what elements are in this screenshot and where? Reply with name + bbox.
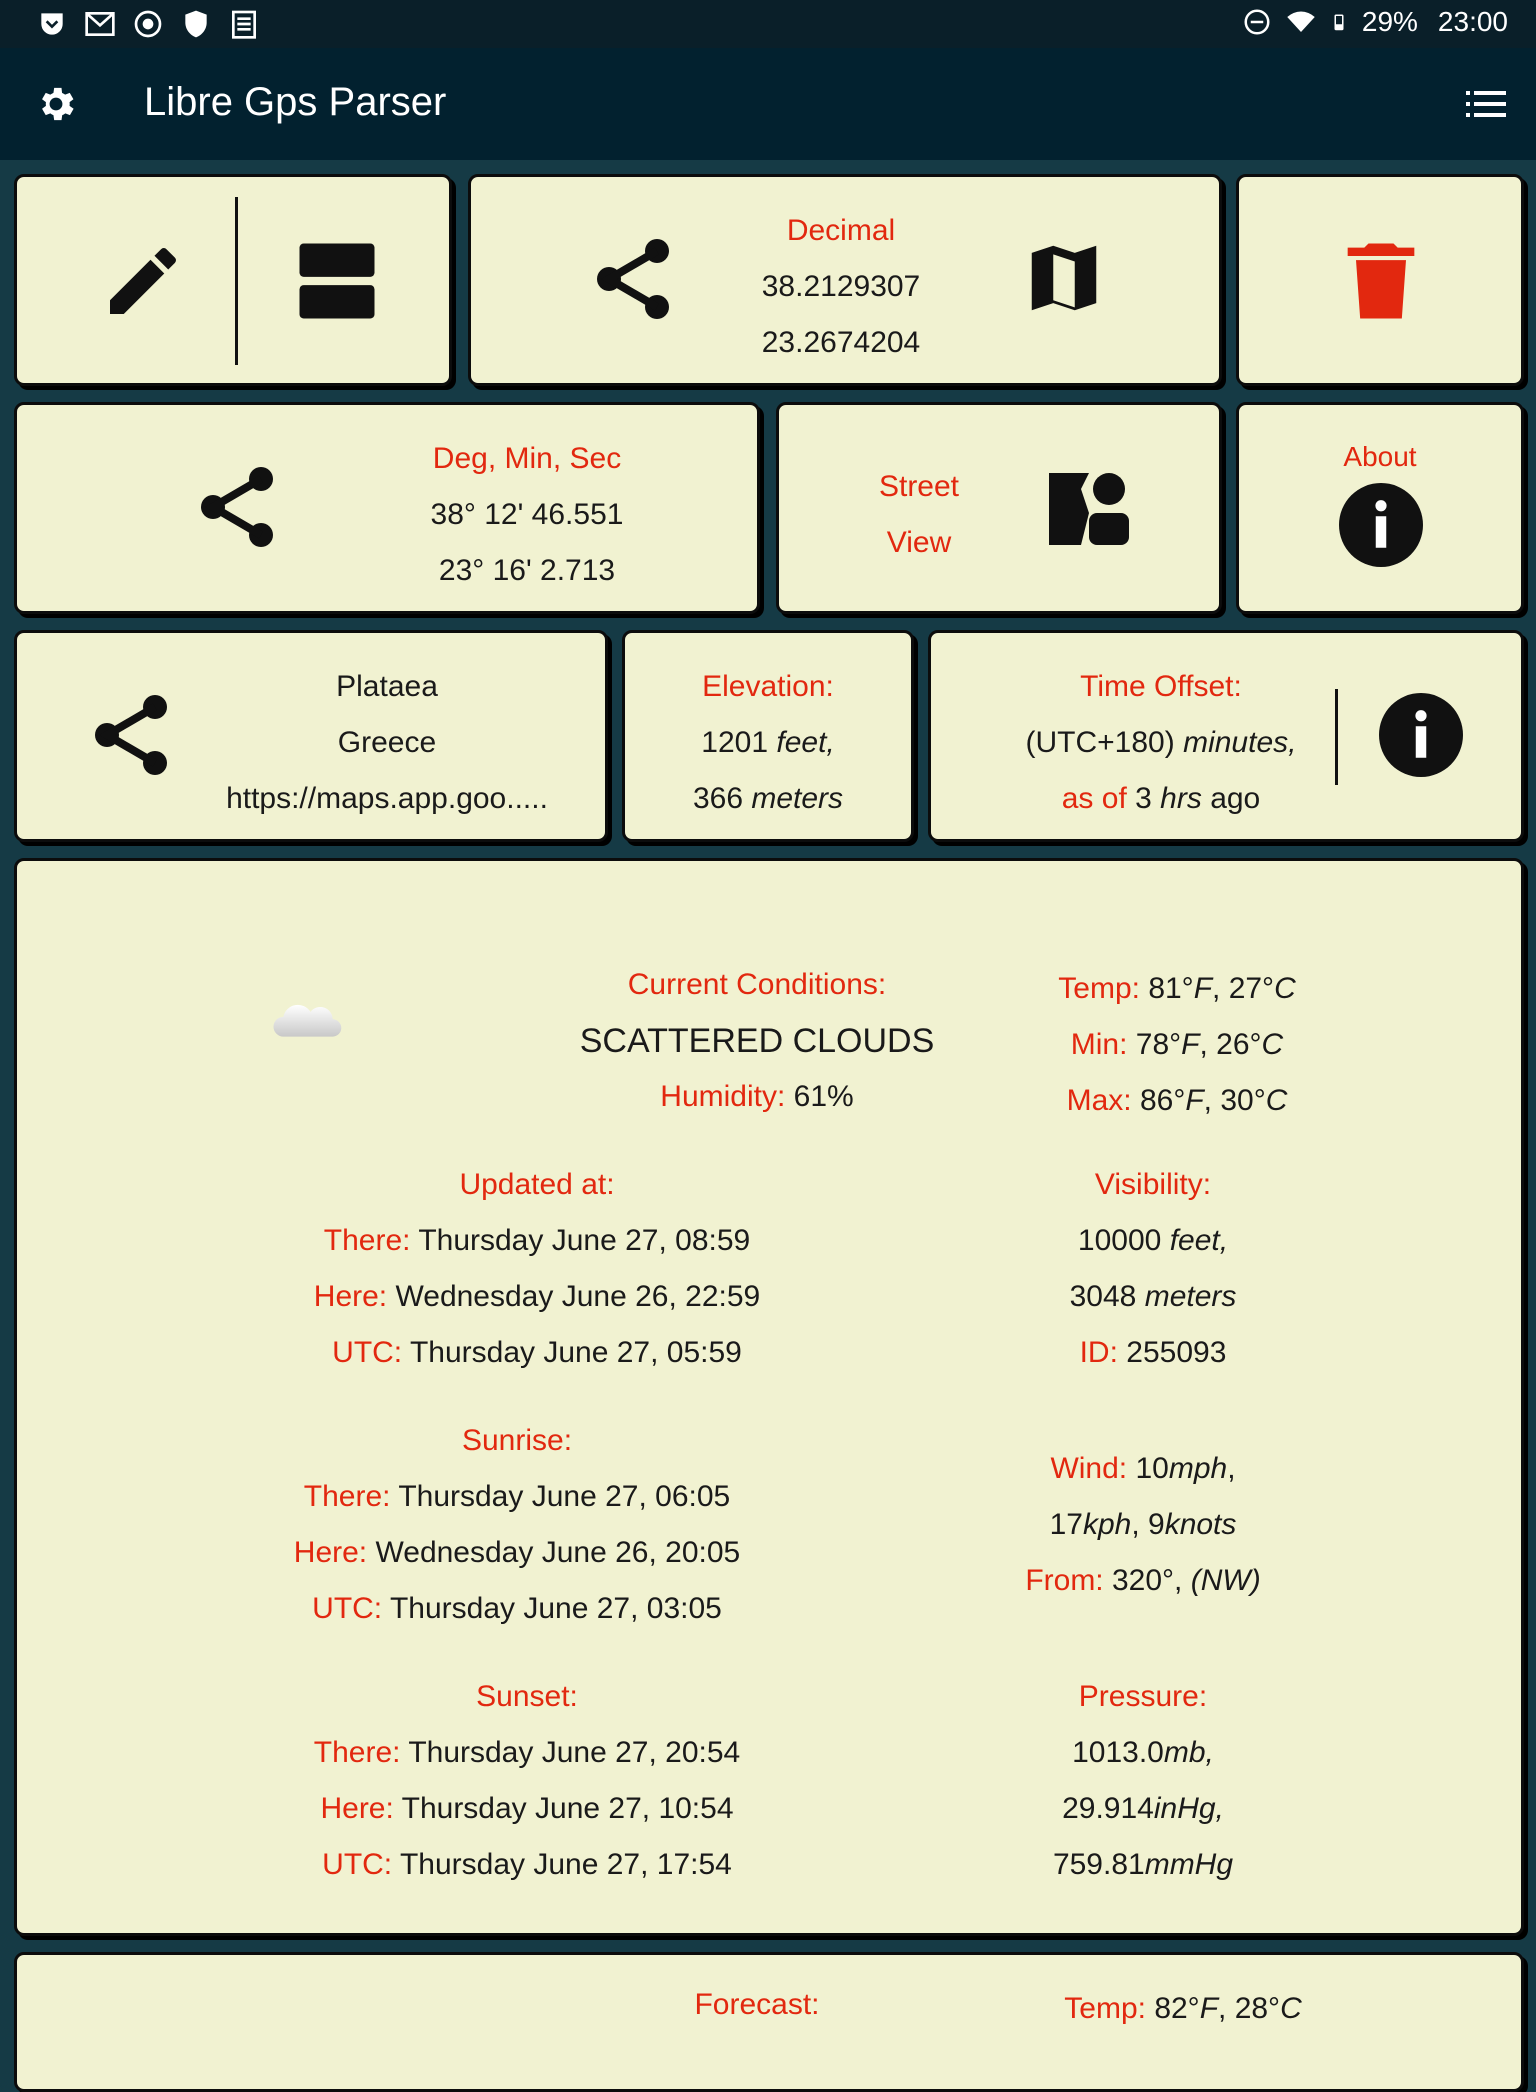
- current-conditions-value: SCATTERED CLOUDS: [579, 1022, 935, 1060]
- there-label: There:: [323, 1224, 411, 1257]
- about-card[interactable]: [1236, 402, 1524, 614]
- decimal-latitude: 38.2129307: [761, 270, 921, 303]
- id-label: ID:: [1079, 1336, 1118, 1369]
- clipboard-notification-icon: [228, 8, 260, 40]
- elevation-feet: 1201: [701, 726, 769, 759]
- updated-here: Wednesday June 26, 22:59: [395, 1280, 761, 1313]
- edit-pencil-icon[interactable]: [99, 237, 187, 325]
- elevation-meters: 366: [692, 782, 744, 815]
- time-offset-label: Time Offset:: [1080, 670, 1242, 703]
- visibility-feet-unit: feet,: [1169, 1224, 1229, 1257]
- cloud-weather-icon: [271, 1003, 345, 1043]
- unit-c: C: [1280, 1992, 1302, 2025]
- unit-f: F: [1199, 1992, 1219, 2025]
- sunrise-utc: Thursday June 27, 03:05: [389, 1592, 722, 1625]
- elevation-feet-unit: feet,: [776, 726, 835, 759]
- street-view-label-line2: View: [886, 526, 952, 559]
- status-bar: [0, 0, 1536, 48]
- min-c: 26°: [1216, 1028, 1262, 1061]
- here-label: Here:: [313, 1280, 388, 1313]
- dms-coordinates-card[interactable]: [14, 402, 760, 614]
- share-icon[interactable]: [83, 687, 179, 783]
- max-c: 30°: [1220, 1084, 1266, 1117]
- unit-f: F: [1181, 1028, 1200, 1061]
- visibility-meters-unit: meters: [1144, 1280, 1237, 1313]
- share-icon[interactable]: [585, 231, 681, 327]
- sunset-here: Thursday June 27, 10:54: [401, 1792, 734, 1825]
- here-label: Here:: [320, 1792, 394, 1825]
- map-icon[interactable]: [1021, 235, 1107, 321]
- humidity-value: 61%: [793, 1080, 854, 1113]
- updated-label: Updated at:: [459, 1168, 615, 1201]
- decimal-label: Decimal: [786, 214, 896, 247]
- wind-mph: 10: [1135, 1452, 1169, 1485]
- delete-trash-icon[interactable]: [1331, 231, 1431, 331]
- from-label: From:: [1025, 1564, 1104, 1597]
- visibility-meters: 3048: [1069, 1280, 1137, 1313]
- wifi-icon: [1286, 7, 1316, 37]
- divider: [235, 197, 238, 365]
- time-offset-unit: minutes,: [1183, 726, 1297, 759]
- battery-icon: [1330, 7, 1348, 37]
- list-menu-icon[interactable]: [1466, 88, 1506, 120]
- place-url[interactable]: https://maps.app.goo.....: [226, 782, 548, 815]
- offset-hours-unit: hrs: [1160, 782, 1202, 815]
- sunset-there: Thursday June 27, 20:54: [408, 1736, 741, 1769]
- unit-c: C: [1274, 972, 1296, 1005]
- gmail-notification-icon: [84, 8, 116, 40]
- sunrise-there: Thursday June 27, 06:05: [398, 1480, 731, 1513]
- decimal-coordinates-card[interactable]: [468, 174, 1222, 386]
- max-f: 86°: [1139, 1084, 1186, 1117]
- sunset-utc: Thursday June 27, 17:54: [399, 1848, 732, 1881]
- about-label: About: [1343, 441, 1417, 472]
- dms-longitude: 23° 16' 2.713: [438, 554, 616, 587]
- there-label: There:: [313, 1736, 401, 1769]
- dms-label: Deg, Min, Sec: [432, 442, 622, 475]
- clock: 23:00: [1437, 6, 1508, 37]
- visibility-label: Visibility:: [1094, 1168, 1212, 1201]
- time-offset-value: (UTC+180): [1025, 726, 1175, 759]
- pressure-mmhg-unit: mmHg: [1144, 1848, 1234, 1881]
- pressure-inhg: 29.914: [1062, 1792, 1154, 1825]
- utc-label: UTC:: [332, 1336, 403, 1369]
- sunrise-label: Sunrise:: [461, 1424, 573, 1457]
- here-label: Here:: [293, 1536, 368, 1569]
- temp-label: Temp:: [1058, 972, 1140, 1005]
- info-icon[interactable]: [1379, 693, 1463, 777]
- forecast-temp-c: 28°: [1234, 1992, 1281, 2025]
- street-view-label-line1: Street: [878, 470, 960, 503]
- time-offset-card: [928, 630, 1524, 842]
- max-label: Max:: [1066, 1084, 1132, 1117]
- ago-label: ago: [1210, 782, 1261, 815]
- sunset-label: Sunset:: [476, 1680, 578, 1713]
- utc-label: UTC:: [312, 1592, 383, 1625]
- pocket-notification-icon: [36, 8, 68, 40]
- elevation-card: [622, 630, 914, 842]
- temp-c: 27°: [1228, 972, 1275, 1005]
- updated-utc: Thursday June 27, 05:59: [409, 1336, 742, 1369]
- share-icon[interactable]: [189, 459, 285, 555]
- min-f: 78°: [1135, 1028, 1182, 1061]
- visibility-feet: 10000: [1077, 1224, 1162, 1257]
- settings-gear-icon[interactable]: [34, 82, 78, 126]
- forecast-temp-label: Temp:: [1064, 1992, 1146, 2025]
- split-view-icon[interactable]: [287, 231, 387, 331]
- unit-f: F: [1185, 1084, 1204, 1117]
- elevation-meters-unit: meters: [751, 782, 844, 815]
- pressure-mmhg: 759.81: [1052, 1848, 1145, 1881]
- wind-knots-unit: knots: [1164, 1508, 1237, 1541]
- utc-label: UTC:: [322, 1848, 393, 1881]
- delete-card[interactable]: [1236, 174, 1524, 386]
- forecast-card: Forecast: Temp: 82°F, 28°C: [14, 1952, 1524, 2092]
- app-bar: [0, 48, 1536, 160]
- info-icon[interactable]: [1339, 483, 1423, 567]
- wind-mph-unit: mph: [1168, 1452, 1228, 1485]
- unit-c: C: [1265, 1084, 1288, 1117]
- street-view-icon[interactable]: [1041, 461, 1137, 557]
- there-label: There:: [303, 1480, 391, 1513]
- dms-latitude: 38° 12' 46.551: [430, 498, 624, 531]
- wind-kph-unit: kph: [1082, 1508, 1132, 1541]
- shield-notification-icon: [180, 8, 212, 40]
- temp-f: 81°: [1148, 972, 1194, 1005]
- divider: [1335, 689, 1338, 785]
- street-view-card[interactable]: [776, 402, 1222, 614]
- unit-c: C: [1261, 1028, 1284, 1061]
- battery-percent: 29%: [1361, 6, 1418, 37]
- pressure-label: Pressure:: [1078, 1680, 1208, 1713]
- updated-there: Thursday June 27, 08:59: [418, 1224, 751, 1257]
- offset-hours: 3: [1135, 782, 1152, 815]
- forecast-temp-f: 82°: [1154, 1992, 1200, 2025]
- record-notification-icon: [132, 8, 164, 40]
- do-not-disturb-icon: [1242, 7, 1272, 37]
- place-name: Plataea: [336, 670, 438, 703]
- app-title: Libre Gps Parser: [144, 80, 447, 124]
- sunrise-here: Wednesday June 26, 20:05: [375, 1536, 741, 1569]
- pressure-mb: 1013.0: [1072, 1736, 1164, 1769]
- wind-direction: 320°,: [1111, 1564, 1183, 1597]
- as-of-label: as of: [1061, 782, 1127, 815]
- station-id: 255093: [1126, 1336, 1227, 1369]
- wind-label: Wind:: [1050, 1452, 1128, 1485]
- wind-direction-text: (NW): [1190, 1564, 1261, 1597]
- weather-card: Current Conditions: SCATTERED CLOUDS Humidity: 61% Temp: 81°F, 27°C Min: 78°F, 26°C Max: 86°F, 30°C Updated at: There: Thursday June 27, 08:59 Here: Wednesday June 26, 22:59 UTC: Thursday June 27, 05:59 Visibility: 10000 feet, 3048 meters ID: 255093 Sunrise: There: Thursday June 27, 06:05 Here: Wednesday June 26, 20:05 UTC: Thursday June 27, 03:05 Wind: 10mph, 17kph, 9knots From: 320°, (NW) Sunset: There: Thursday June 27, 20:54 Here: Thursday June 27, 10:54 UTC: Thursday June 27, 17:54 Pressure: 1013.0mb, 29.914inHg, 759.81mmHg: [14, 858, 1524, 1936]
- forecast-label: Forecast:: [694, 1988, 820, 2021]
- humidity-label: Humidity:: [660, 1080, 786, 1113]
- place-country: Greece: [337, 726, 437, 759]
- min-label: Min:: [1070, 1028, 1128, 1061]
- current-conditions-label: Current Conditions:: [627, 968, 887, 1001]
- unit-f: F: [1193, 972, 1213, 1005]
- wind-kph: 17: [1049, 1508, 1083, 1541]
- wind-knots: 9: [1148, 1508, 1165, 1541]
- decimal-longitude: 23.2674204: [761, 326, 921, 359]
- pressure-inhg-unit: inHg,: [1153, 1792, 1224, 1825]
- place-card[interactable]: [14, 630, 608, 842]
- edit-layout-card: [14, 174, 452, 386]
- elevation-label: Elevation:: [702, 670, 834, 703]
- pressure-mb-unit: mb,: [1163, 1736, 1214, 1769]
